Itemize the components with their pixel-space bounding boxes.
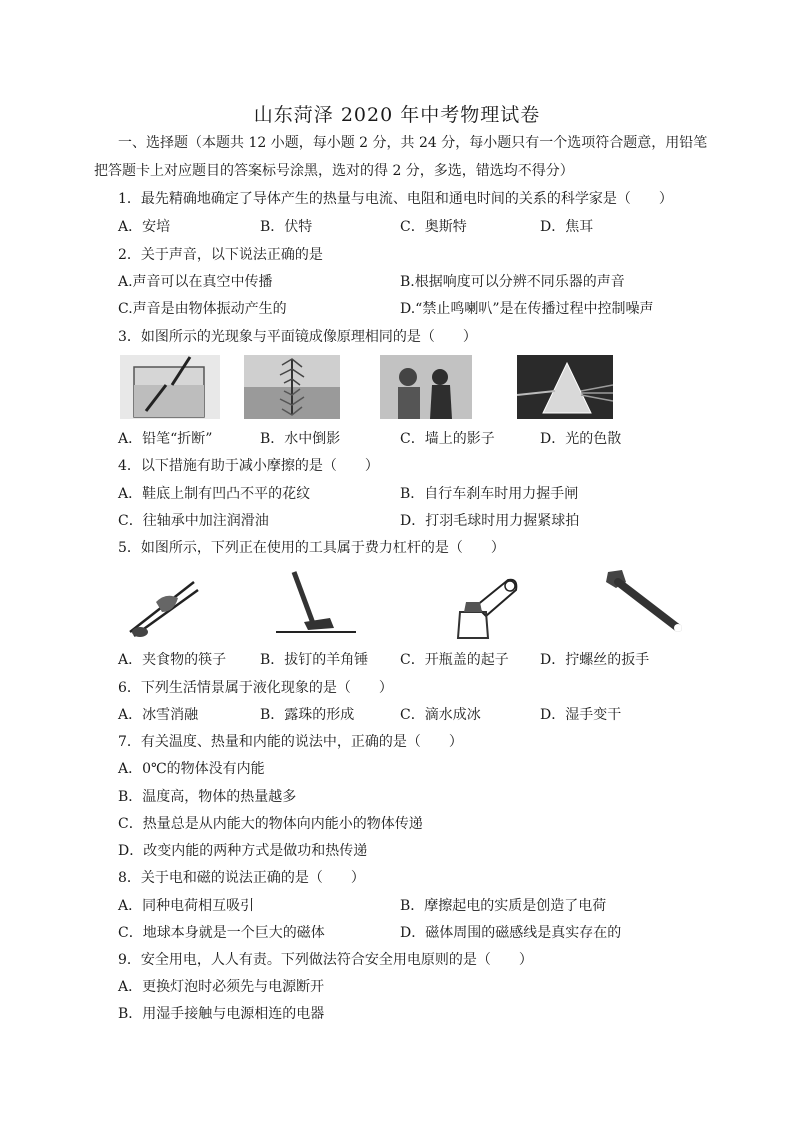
question-1-stem: 1．最先精确地确定了导体产生的热量与电流、电阻和通电时间的关系的科学家是（ ） xyxy=(118,191,673,207)
question-2-stem: 2．关于声音，以下说法正确的是 xyxy=(118,247,323,263)
q4-option-a: A．鞋底上制有凹凸不平的花纹 xyxy=(118,486,311,502)
question-5-stem: 5．如图所示，下列正在使用的工具属于费力杠杆的是（ ） xyxy=(118,540,505,556)
light-dispersion-prism-image xyxy=(517,355,613,419)
q6-option-d: D．湿手变干 xyxy=(540,707,622,723)
water-reflection-image xyxy=(244,355,340,419)
q5-option-b: B．拔钉的羊角锤 xyxy=(260,652,369,668)
question-6-stem: 6．下列生活情景属于液化现象的是（ ） xyxy=(118,680,393,696)
q8-option-d: D．磁体周围的磁感线是真实存在的 xyxy=(400,925,622,941)
question-9-stem: 9．安全用电，人人有责。下列做法符合安全用电原则的是（ ） xyxy=(118,952,533,968)
q4-option-c: C．往轴承中加注润滑油 xyxy=(118,513,269,529)
q7-option-c: C．热量总是从内能大的物体向内能小的物体传递 xyxy=(118,816,423,832)
wrench-image xyxy=(598,566,690,638)
q3-option-b: B．水中倒影 xyxy=(260,431,341,447)
q1-option-c: C．奥斯特 xyxy=(400,219,467,235)
q3-option-d: D．光的色散 xyxy=(540,431,622,447)
section-instructions-line2: 把答题卡上对应题目的答案标号涂黑，选对的得 2 分，多选，错选均不得分） xyxy=(94,163,574,179)
q7-option-d: D．改变内能的两种方式是做功和热传递 xyxy=(118,843,368,859)
q9-option-b: B．用湿手接触与电源相连的电器 xyxy=(118,1006,325,1022)
wall-shadow-image xyxy=(380,355,472,419)
q7-option-a: A．0℃的物体没有内能 xyxy=(118,761,265,777)
q7-option-b: B．温度高，物体的热量越多 xyxy=(118,789,297,805)
q2-option-d: D.“禁止鸣喇叭”是在传播过程中控制噪声 xyxy=(400,301,654,317)
q6-option-c: C．滴水成冰 xyxy=(400,707,481,723)
claw-hammer-image xyxy=(274,568,358,636)
q8-option-c: C．地球本身就是一个巨大的磁体 xyxy=(118,925,325,941)
question-3-stem: 3．如图所示的光现象与平面镜成像原理相同的是（ ） xyxy=(118,329,477,345)
q4-option-d: D．打羽毛球时用力握紧球拍 xyxy=(400,513,580,529)
q8-option-b: B．摩擦起电的实质是创造了电荷 xyxy=(400,898,607,914)
q1-option-d: D．焦耳 xyxy=(540,219,594,235)
q2-option-a: A.声音可以在真空中传播 xyxy=(118,274,273,290)
q3-option-c: C．墙上的影子 xyxy=(400,431,495,447)
pencil-in-water-image xyxy=(120,355,220,419)
q6-option-b: B．露珠的形成 xyxy=(260,707,355,723)
q5-option-c: C．开瓶盖的起子 xyxy=(400,652,509,668)
section-instructions-line1: 一、选择题（本题共 12 小题，每小题 2 分，共 24 分，每小题只有一个选项符合题意，用铅笔 xyxy=(118,135,708,151)
q2-option-b: B.根据响度可以分辨不同乐器的声音 xyxy=(400,274,625,290)
q6-option-a: A．冰雪消融 xyxy=(118,707,199,723)
question-4-stem: 4．以下措施有助于减小摩擦的是（ ） xyxy=(118,458,379,474)
q2-option-c: C.声音是由物体振动产生的 xyxy=(118,301,287,317)
q3-option-a: A．铅笔“折断” xyxy=(118,431,213,447)
question-7-stem: 7．有关温度、热量和内能的说法中，正确的是（ ） xyxy=(118,734,463,750)
q5-option-d: D．拧螺丝的扳手 xyxy=(540,652,650,668)
bottle-opener-image xyxy=(446,572,520,640)
q1-option-b: B．伏特 xyxy=(260,219,313,235)
q5-option-a: A．夹食物的筷子 xyxy=(118,652,227,668)
chopsticks-image xyxy=(126,572,202,640)
question-8-stem: 8．关于电和磁的说法正确的是（ ） xyxy=(118,870,365,886)
q4-option-b: B．自行车刹车时用力握手闸 xyxy=(400,486,579,502)
q1-option-a: A．安培 xyxy=(118,219,171,235)
q8-option-a: A．同种电荷相互吸引 xyxy=(118,898,255,914)
page-title: 山东菏泽 2020 年中考物理试卷 xyxy=(253,104,541,126)
q9-option-a: A．更换灯泡时必须先与电源断开 xyxy=(118,979,325,995)
